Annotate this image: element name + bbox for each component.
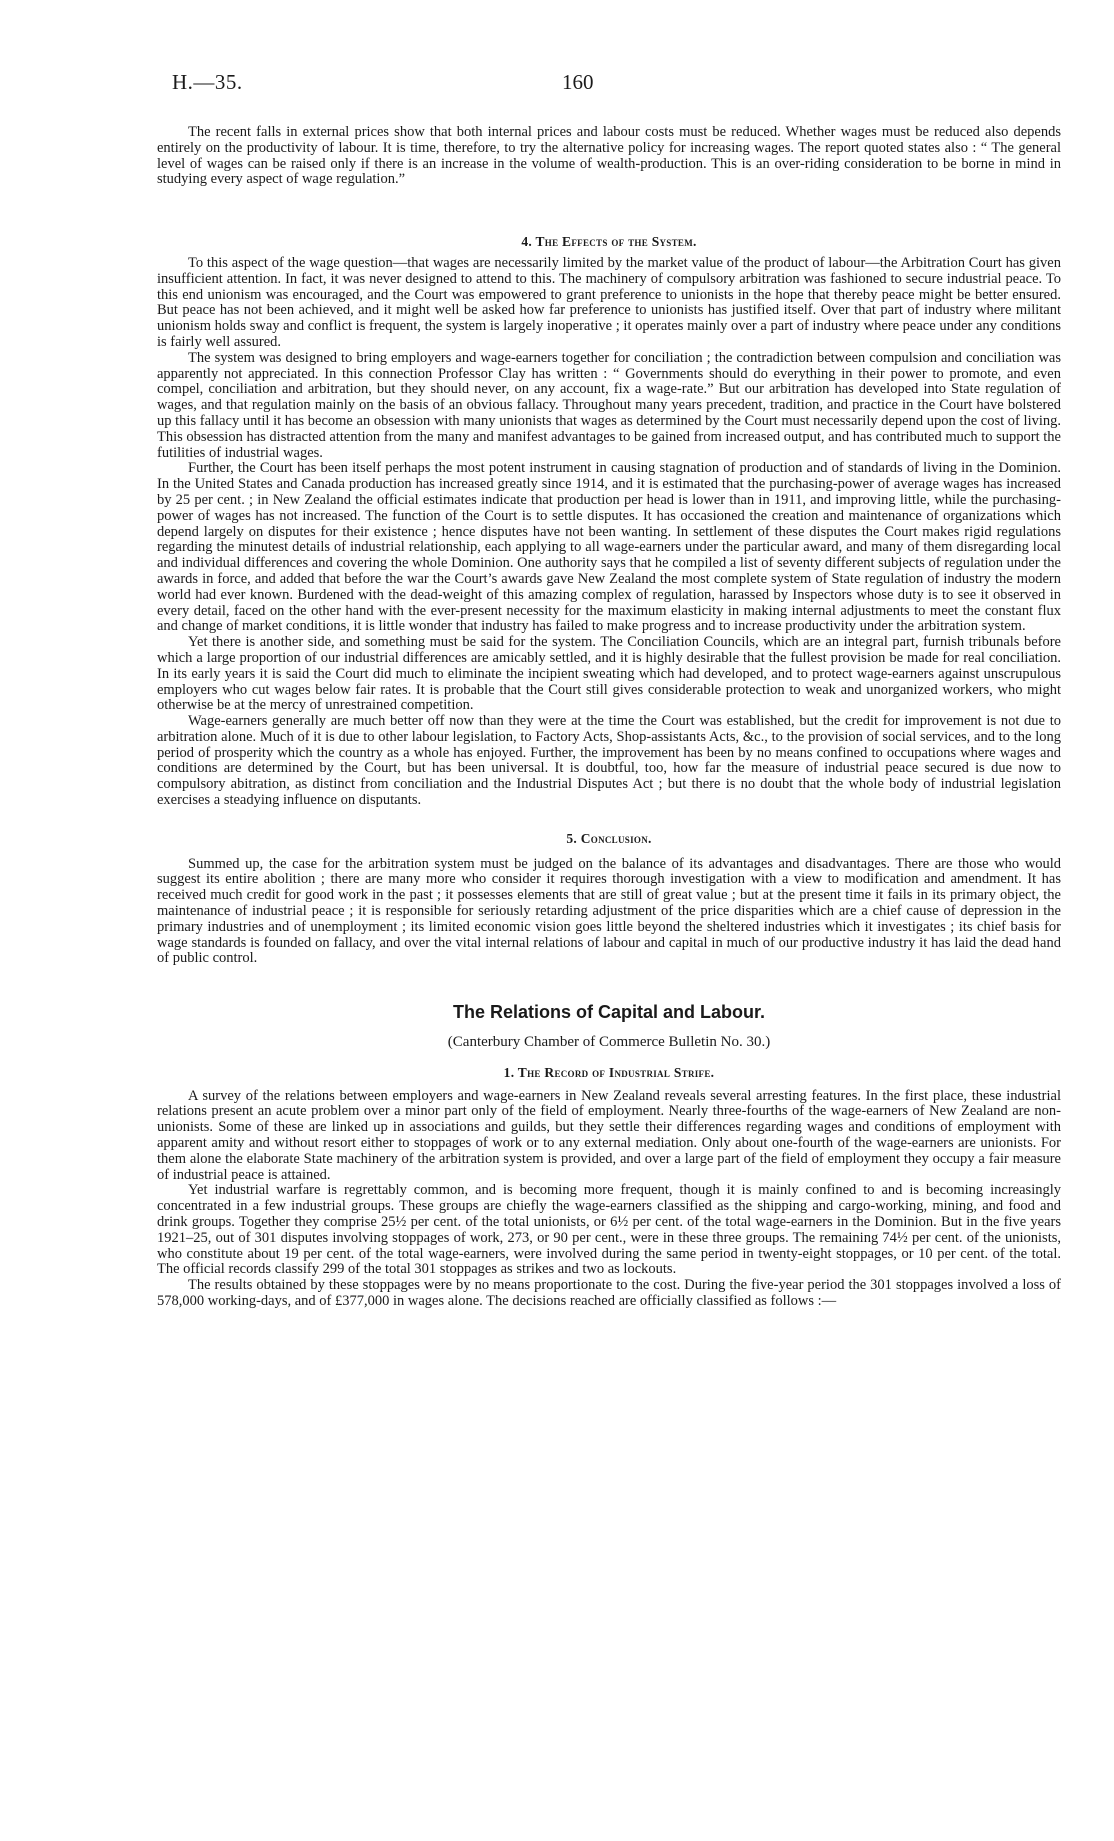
article-subtitle: (Canterbury Chamber of Commerce Bulletin No. 30.) xyxy=(447,1034,771,1051)
page-number: 160 xyxy=(562,70,594,94)
page-header xyxy=(142,70,1046,100)
effects-paragraph-1: To this aspect of the wage question—that wages are necessarily limited by the market value of the product of labour—the Arbitration Court has given insufficient attention. In fact, it was never designed to attend to this. The machinery of compulsory arbitration was fashioned to secure industrial peace. To this end unionism was encouraged, and the Court was empowered to grant preference to unionists in the hope that thereby peace might be better ensured. But peace has not been achieved, and it might well be asked how far preference to unionists has justified itself. Over that part of industry where militant unionism holds sway and conflict is frequent, the system is largely inoperative ; it operates mainly over a part of industry where peace under any conditions is fairly well assured. xyxy=(157,254,1061,350)
conclusion-paragraph: Summed up, the case for the arbitration system must be judged on the balance of its advantages and disadvantages. There are those who would suggest its entire abolition ; there are many more who consider it requires thorough investigation with a view to modification and amendment. It has received much credit for good work in the past ; it possesses elements that are still of great value ; but at the present time it fails in its primary object, the maintenance of industrial peace ; it is responsible for seriously retarding adjustment of the price disparities which are a chief cause of depression in the primary industries and of unemployment ; its limited economic vision goes little beyond the sheltered industries which it investigates ; its chief basis for wage standards is founded on fallacy, and over the vital internal relations of labour and capital in much of our productive industry it has laid the dead hand of public control. xyxy=(157,855,1061,967)
relations-paragraph-3: The results obtained by these stoppages were by no means proportionate to the cost. During the five-year period the 301 stoppages involved a loss of 578,000 working-days, and of £377,000 in wages alone. The decisions reached are officially classified as follows :— xyxy=(157,1277,1061,1309)
page-body xyxy=(157,125,1061,1310)
section-title-conclusion: 5. Conclusion. xyxy=(566,830,652,846)
intro-paragraph: The recent falls in external prices show that both internal prices and labour costs must be reduced. Whether wages must be reduced also depends entirely on the productivity of labour. It is time, therefore, to try the alternative policy for increasing wages. The report quoted states also : “ The general level of wages can be raised only if there is an increase in the volume of wealth-production. This is an over-riding consideration to be borne in mind in studying every aspect of wage regulation.” xyxy=(157,124,1061,188)
effects-paragraph-2: The system was designed to bring employers and wage-earners together for conciliation ; the contradiction between compulsion and conciliation was apparently not appreciated. In this connection Professor Clay has written : “ Governments should do everything in their power to promote, and even compel, conciliation and arbitration, but they should never, on any account, fix a wage-rate.” But our arbitration has developed into State regulation of wages, and that regulation mainly on the basis of an obvious fallacy. Throughout many years precedent, tradition, and practice in the Court have bolstered up this fallacy until it has become an obsession with many unionists that wages as determined by the Court must necessarily depend upon the cost of living. This obsession has distracted attention from the many and manifest advantages to be gained from increased output, and has contributed much to support the futilities of industrial wages. xyxy=(157,349,1061,461)
effects-paragraph-5: Wage-earners generally are much better off now than they were at the time the Court was established, but the credit for improvement is not due to arbitration alone. Much of it is due to other labour legislation, to Factory Acts, Shop-assistants Acts, &c., to the provision of social services, and to the long period of prosperity which the country as a whole has enjoyed. Further, the improvement has been by no means confined to occupations where wages and conditions are determined by the Court, but has been universal. It is doubtful, too, how far the measure of industrial peace secured is due now to compulsory abitration, as distinct from conciliation and the Industrial Disputes Act ; but there is no doubt that the whole body of industrial legislation exercises a steadying influence on disputants. xyxy=(157,713,1061,809)
effects-paragraph-3: Further, the Court has been itself perhaps the most potent instrument in causing stagnation of production and of standards of living in the Dominion. In the United States and Canada production has increased greatly since 1914, and it is estimated that the purchasing-power of average wages has increased by 25 per cent. ; in New Zealand the official estimates indicate that production per head is lower than in 1911, and improving little, while the purchasing-power of wages has not increased. The function of the Court is to settle disputes. It has occasioned the creation and maintenance of organizations which depend largely on disputes for their existence ; hence disputes have not been wanting. In settlement of these disputes the Court makes rigid regulations regarding the minutest details of industrial relationship, each applying to all wage-earners under the particular award, and many of them disregarding local and individual differences and covering the whole Dominion. One authority says that he compiled a list of seventy different subjects of regulation under the awards in force, and added that before the war the Court’s awards gave New Zealand the most complete system of State regulation of industry the modern world had ever known. Burdened with the dead-weight of this amazing complex of regulation, harassed by Inspectors whose duty is to see it observed in every detail, faced on the other hand with the ever-present necessity for the maximum elasticity in making internal adjustments to meet the constant flux and change of market conditions, it is little wonder that industry has failed to make progress and to increase productivity under the arbitration system. xyxy=(157,460,1061,635)
section-title-record: 1. The Record of Industrial Strife. xyxy=(503,1064,715,1080)
relations-paragraph-1: A survey of the relations between employers and wage-earners in New Zealand reveals several arresting features. In the first place, these industrial relations present an acute problem over a minor part only of the field of employment. Nearly three-fourths of the wage-earners of New Zealand are non-unionists. Some of these are linked up in associations and guilds, but they settle their differences regarding wages and conditions of employment with apparent amity and without resort either to stoppages of work or to any external mediation. Only about one-fourth of the wage-earners are unionists. For them alone the elaborate State machinery of the arbitration system is provided, and over a large part of the field of employment they occupy a fair measure of industrial peace is attained. xyxy=(157,1087,1061,1183)
document-reference: H.—35. xyxy=(172,70,243,94)
article-title: The Relations of Capital and Labour. xyxy=(452,1002,766,1023)
section-title-effects: 4. The Effects of the System. xyxy=(521,234,697,250)
relations-paragraph-2: Yet industrial warfare is regrettably common, and is becoming more frequent, though it is mainly confined to and is becoming increasingly concentrated in a few industrial groups. These groups are chiefly the wage-earners classified as the shipping and cargo-working, mining, and food and drink groups. Together they comprise 25½ per cent. of the total unionists, or 6½ per cent. of the total wage-earners in the Dominion. But in the five years 1921–25, out of 301 disputes involving stoppages of work, 273, or 90 per cent., were in these three groups. The remaining 74½ per cent. of the unionists, who constitute about 19 per cent. of the total wage-earners, were involved during the same period in twenty-eight stoppages, or 10 per cent. of the total. The official records classify 299 of the total 301 stoppages as strikes and two as lockouts. xyxy=(157,1182,1061,1278)
effects-paragraph-4: Yet there is another side, and something must be said for the system. The Conciliation Councils, which are an integral part, furnish tribunals before which a large proportion of our industrial differences are amicably settled, and it is highly desirable that the fullest provision be made for real conciliation. In its early years it is said the Court did much to eliminate the incipient sweating which had developed, and to protect wage-earners against unscrupulous employers who cut wages below fair rates. It is probable that the Court still gives considerable protection to weak and unorganized workers, who might otherwise be at the mercy of unrestrained competition. xyxy=(157,634,1061,714)
